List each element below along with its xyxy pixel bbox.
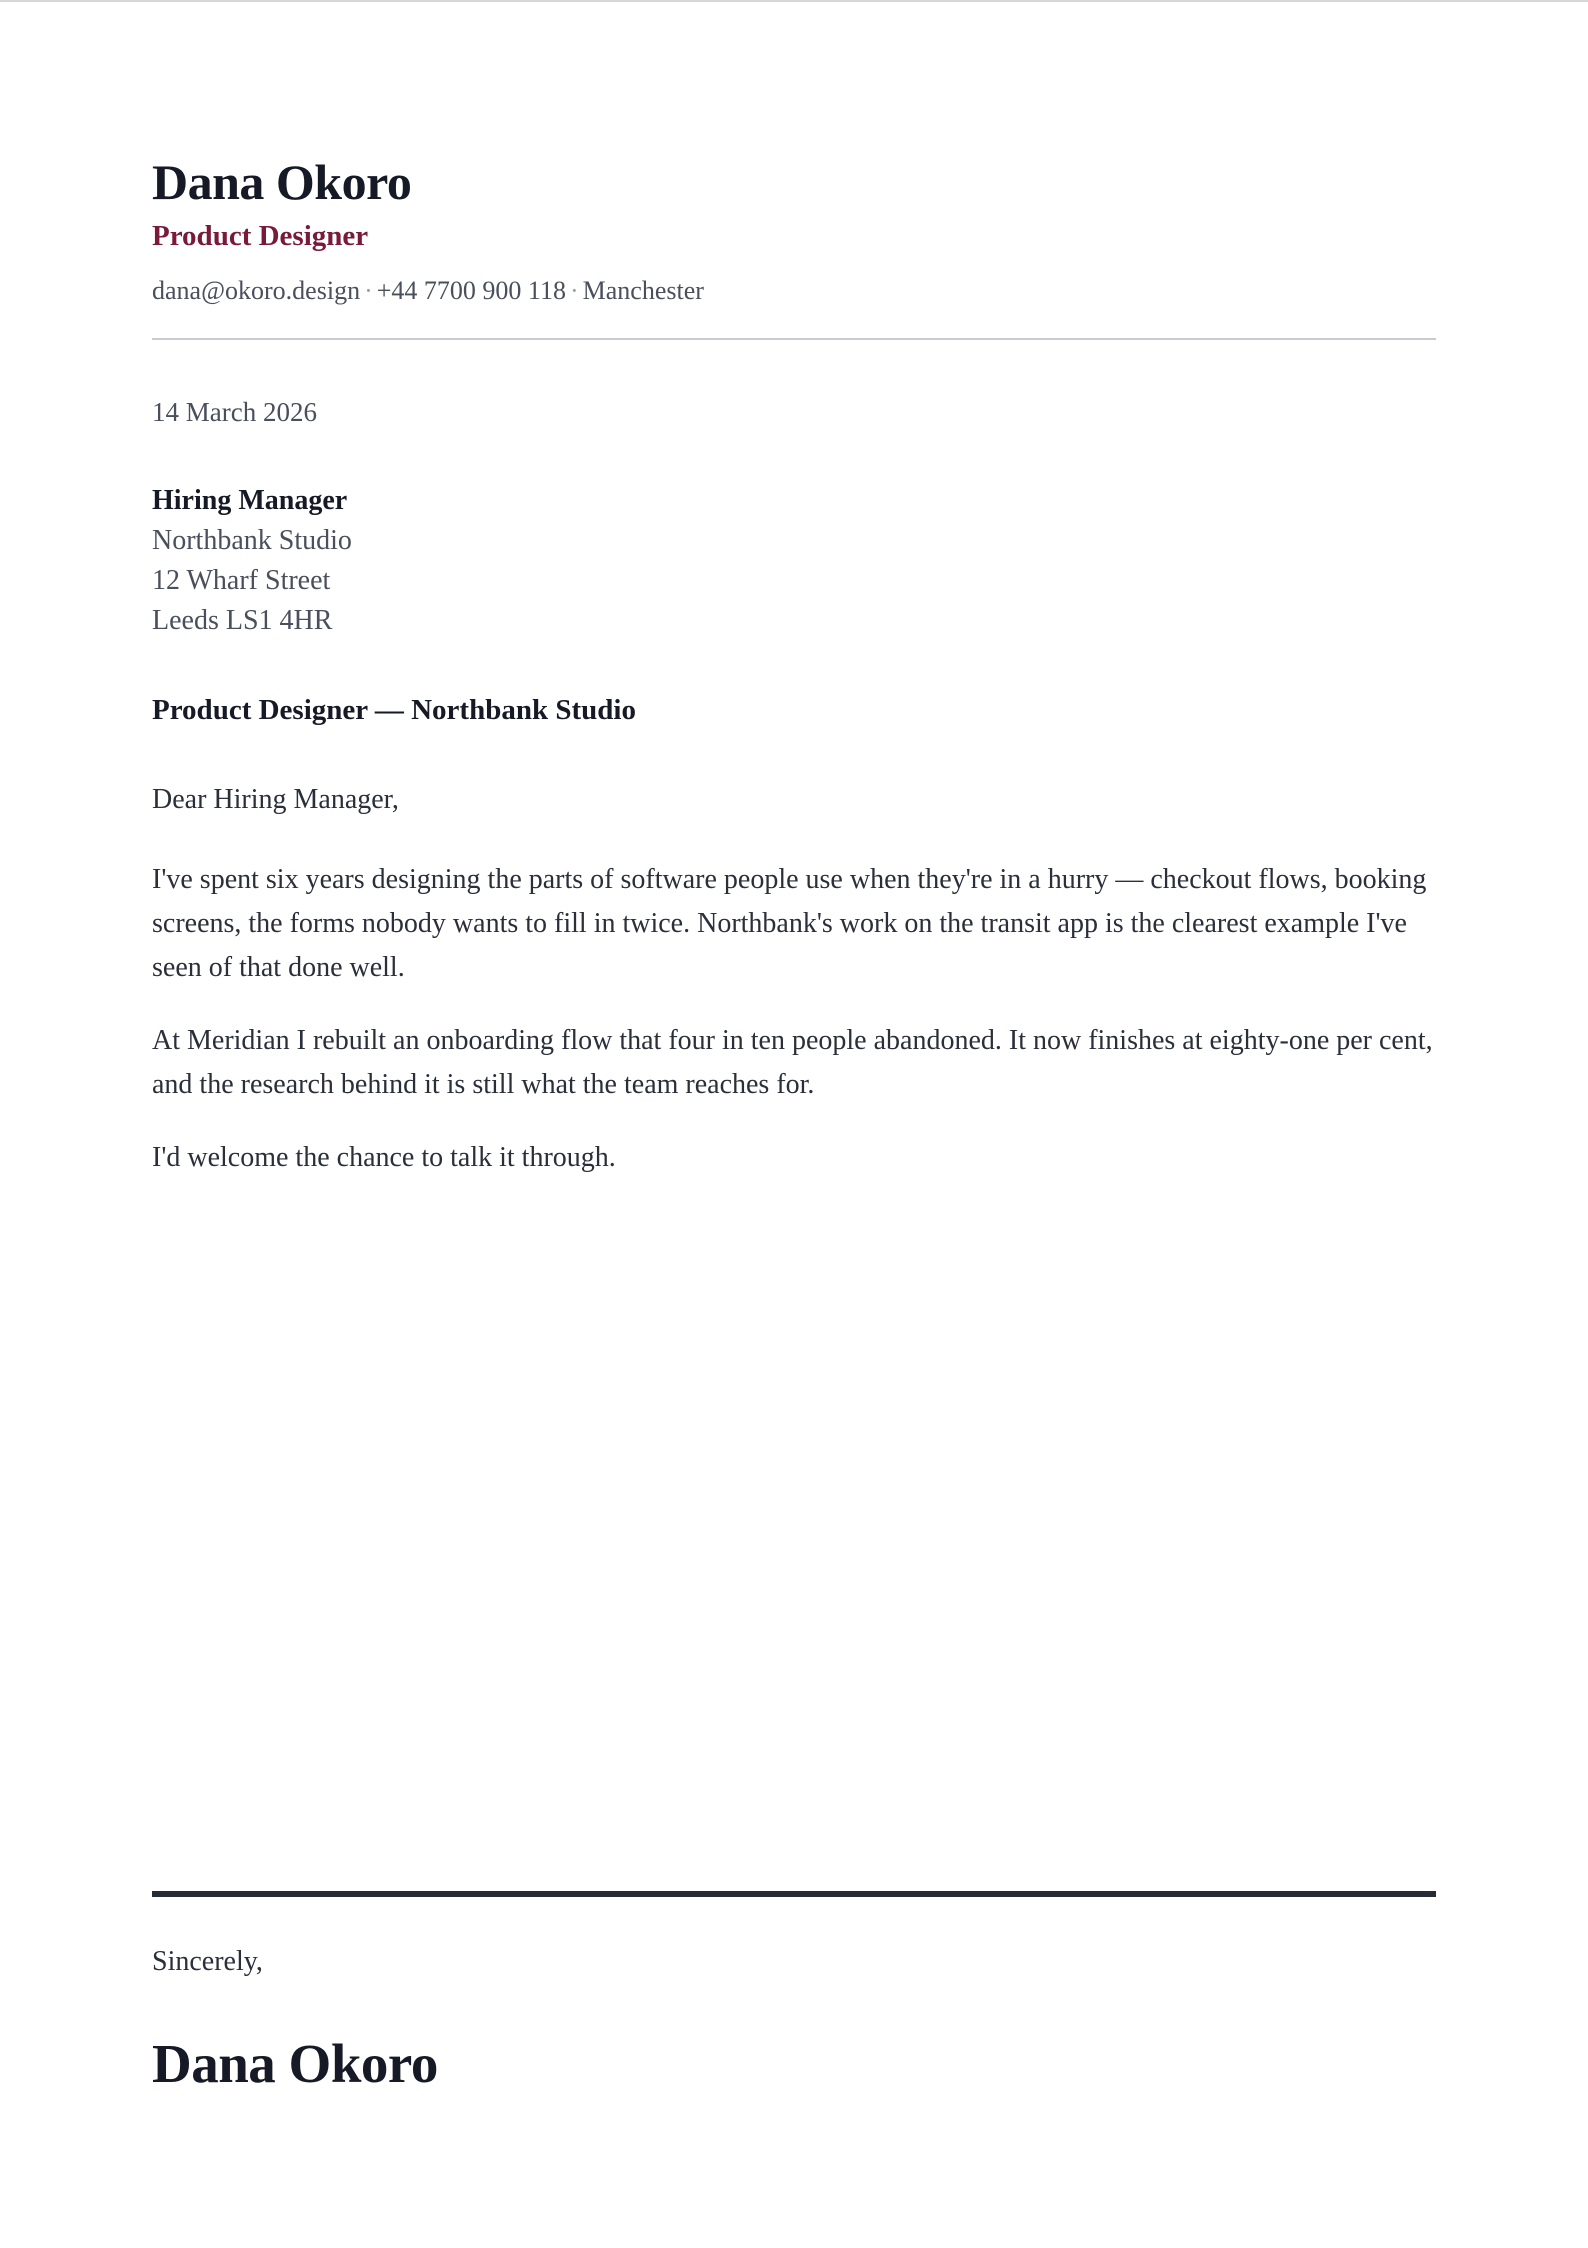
recipient-city: Leeds LS1 4HR [152,605,333,636]
cover-letter-page [152,0,1436,2248]
recipient-company: Northbank Studio [152,525,352,556]
signature-name: Dana Okoro [152,2033,438,2094]
letter-subject: Product Designer — Northbank Studio [152,694,636,726]
contact-phone: +44 7700 900 118 [376,276,566,305]
recipient-block [152,481,352,641]
contact-separator: · [364,276,373,305]
recipient-street: 12 Wharf Street [152,565,331,596]
body-paragraph: I've spent six years designing the parts of software people use when they're in a hurry — checkout flows, booking screens, the forms nobody wants to fill in twice. Northbank's work on the transit app is the clearest example I've seen of that done well. [152,864,1427,983]
footer-divider [152,1891,1436,1897]
sender-name: Dana Okoro [152,154,412,210]
recipient-title: Hiring Manager [152,485,348,516]
closing-line: Sincerely, [152,1946,263,1977]
sender-role: Product Designer [152,220,369,252]
salutation: Dear Hiring Manager, [152,784,399,815]
contact-email: dana@okoro.design [152,276,361,305]
body-paragraph: At Meridian I rebuilt an onboarding flow that four in ten people abandoned. It now finishes at eighty-one per cent, and the research behind it is still what the team reaches for. [152,1025,1433,1100]
letter-body [152,858,1436,1209]
letter-date: 14 March 2026 [152,397,317,427]
header-divider [152,338,1436,340]
contact-location: Manchester [582,276,704,305]
contact-separator: · [569,276,579,305]
contact-line [152,274,704,308]
body-paragraph: I'd welcome the chance to talk it through. [152,1142,616,1173]
